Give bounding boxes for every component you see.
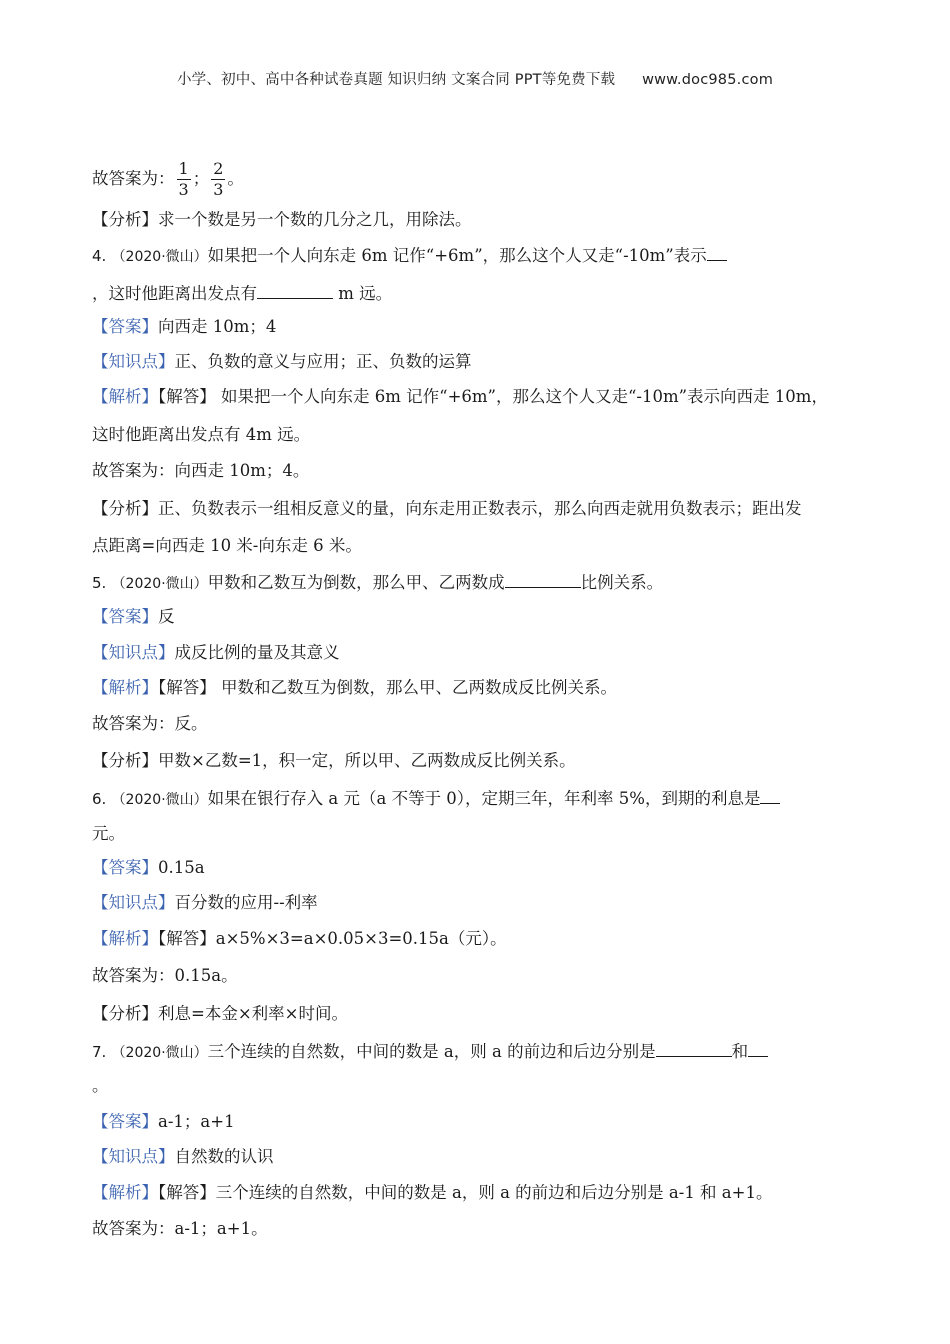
q7-explanation — [92, 1182, 772, 1204]
q5-final-answer — [92, 713, 208, 735]
answer-blank — [257, 281, 333, 299]
answer-text: 反 — [158, 607, 175, 626]
question-7-cont — [92, 1075, 109, 1097]
analysis-text: 点距离=向西走 10 米-向东走 6 米。 — [92, 536, 362, 555]
answer-blank — [505, 570, 581, 588]
question-source: （2020·微山） — [111, 576, 208, 592]
q5-explanation — [92, 677, 617, 699]
question-source: （2020·微山） — [111, 792, 208, 808]
question-text: 元。 — [92, 824, 125, 843]
solution-tag: 【解答】 — [158, 387, 216, 406]
fraction-numerator: 2 — [213, 159, 224, 178]
q6-answer — [92, 857, 205, 879]
question-5 — [92, 570, 663, 592]
q4-analysis-cont — [92, 535, 362, 557]
fraction-numerator: 1 — [178, 159, 189, 178]
q4-knowledge — [92, 351, 472, 373]
question-6 — [92, 786, 780, 808]
answer-text: 向西走 10m；4 — [158, 317, 277, 336]
explanation-text: 如果把一个人向东走 6m 记作“+6m”，那么这个人又走“-10m”表示向西走 10m， — [215, 387, 828, 406]
analysis-tag: 【分析】 — [92, 499, 158, 518]
q4-explanation-cont — [92, 424, 310, 446]
fraction-two-thirds — [211, 159, 225, 200]
answer-tag: 【答案】 — [92, 1112, 158, 1131]
header-text: 小学、初中、高中各种试卷真题 知识归纳 文案合同 PPT等免费下载 — [176, 72, 616, 88]
question-text: 如果在银行存入 a 元（a 不等于 0），定期三年，年利率 5%，到期的利息是 — [207, 789, 761, 808]
question-text: ，这时他距离出发点有 — [92, 284, 257, 303]
question-text: 比例关系。 — [580, 573, 664, 592]
answer-blank — [656, 1039, 732, 1057]
fraction-denominator: 3 — [213, 180, 224, 199]
question-text: 如果把一个人向东走 6m 记作“+6m”，那么这个人又走“-10m”表示 — [207, 246, 707, 265]
final-answer-text: 故答案为：0.15a。 — [92, 966, 238, 985]
analysis-text: 甲数×乙数=1，积一定，所以甲、乙两数成反比例关系。 — [158, 751, 576, 770]
analysis-tag: 【分析】 — [92, 210, 158, 229]
explanation-tag: 【解析】 — [92, 678, 158, 697]
q4-analysis — [92, 498, 802, 520]
explanation-text: 甲数和乙数互为倒数，那么甲、乙两数成反比例关系。 — [215, 678, 617, 697]
question-text: 。 — [92, 1076, 109, 1095]
explanation-text: 这时他距离出发点有 4m 远。 — [92, 425, 311, 444]
answer-text: a-1；a+1 — [158, 1112, 235, 1131]
q6-explanation — [92, 928, 507, 950]
analysis-tag: 【分析】 — [92, 1004, 158, 1023]
knowledge-text: 正、负数的意义与应用；正、负数的运算 — [174, 352, 472, 371]
final-answer-text: 故答案为：a-1；a+1。 — [92, 1219, 268, 1238]
fraction-denominator: 3 — [178, 180, 189, 199]
q6-knowledge — [92, 892, 318, 914]
knowledge-tag: 【知识点】 — [92, 352, 175, 371]
explanation-tag: 【解析】 — [92, 929, 158, 948]
question-source: （2020·微山） — [111, 249, 208, 265]
q7-final-answer — [92, 1218, 268, 1240]
knowledge-tag: 【知识点】 — [92, 643, 175, 662]
knowledge-text: 自然数的认识 — [174, 1147, 274, 1166]
question-7 — [92, 1039, 768, 1061]
fraction-one-third — [177, 159, 191, 200]
explanation-text: a×5%×3=a×0.05×3=0.15a（元）。 — [215, 929, 507, 948]
q6-analysis — [92, 1003, 348, 1025]
final-answer-text: 故答案为：向西走 10m；4。 — [92, 461, 310, 480]
knowledge-tag: 【知识点】 — [92, 893, 175, 912]
question-6-cont — [92, 823, 125, 845]
analysis-text: 求一个数是另一个数的几分之几，用除法。 — [158, 210, 472, 229]
answer-blank — [748, 1039, 768, 1057]
solution-tag: 【解答】 — [158, 929, 216, 948]
q4-explanation — [92, 386, 828, 408]
q4-final-answer — [92, 460, 309, 482]
answer-blank — [760, 786, 780, 804]
q7-answer — [92, 1111, 235, 1133]
explanation-tag: 【解析】 — [92, 387, 158, 406]
answer-text: 0.15a — [158, 858, 205, 877]
q6-final-answer — [92, 965, 238, 987]
header-url[interactable]: www.doc985.com — [642, 72, 774, 88]
knowledge-text: 百分数的应用--利率 — [174, 893, 318, 912]
page-header — [0, 68, 950, 89]
q7-knowledge — [92, 1146, 274, 1168]
question-number: 4. — [92, 247, 107, 265]
separator: ； — [192, 169, 210, 188]
explanation-text: 三个连续的自然数，中间的数是 a，则 a 的前边和后边分别是 a-1 和 a+1。 — [215, 1183, 773, 1202]
question-text: m 远。 — [333, 284, 393, 303]
q5-answer — [92, 606, 175, 628]
question-source: （2020·微山） — [111, 1045, 208, 1061]
analysis-tag: 【分析】 — [92, 751, 158, 770]
question-4-cont — [92, 281, 392, 303]
answer-label: 故答案为： — [92, 169, 175, 188]
question-number: 5. — [92, 574, 107, 592]
answer-tag: 【答案】 — [92, 317, 158, 336]
knowledge-tag: 【知识点】 — [92, 1147, 175, 1166]
analysis-text: 正、负数表示一组相反意义的量，向东走用正数表示，那么向西走就用负数表示；距出发 — [158, 499, 802, 518]
q5-analysis — [92, 750, 576, 772]
answer-blank — [707, 243, 727, 261]
q4-answer — [92, 316, 276, 338]
answer-tag: 【答案】 — [92, 607, 158, 626]
question-number: 7. — [92, 1043, 107, 1061]
knowledge-text: 成反比例的量及其意义 — [174, 643, 340, 662]
question-4 — [92, 243, 727, 265]
answer-line-prev — [92, 159, 244, 199]
final-answer-text: 故答案为：反。 — [92, 714, 208, 733]
analysis-line-prev — [92, 209, 472, 231]
q5-knowledge — [92, 642, 340, 664]
solution-tag: 【解答】 — [158, 678, 216, 697]
solution-tag: 【解答】 — [158, 1183, 216, 1202]
explanation-tag: 【解析】 — [92, 1183, 158, 1202]
question-text: 和 — [731, 1042, 749, 1061]
question-text: 甲数和乙数互为倒数，那么甲、乙两数成 — [207, 573, 505, 592]
answer-tag: 【答案】 — [92, 858, 158, 877]
question-number: 6. — [92, 790, 107, 808]
analysis-text: 利息=本金×利率×时间。 — [158, 1004, 348, 1023]
question-text: 三个连续的自然数，中间的数是 a，则 a 的前边和后边分别是 — [207, 1042, 656, 1061]
period: 。 — [227, 169, 244, 188]
